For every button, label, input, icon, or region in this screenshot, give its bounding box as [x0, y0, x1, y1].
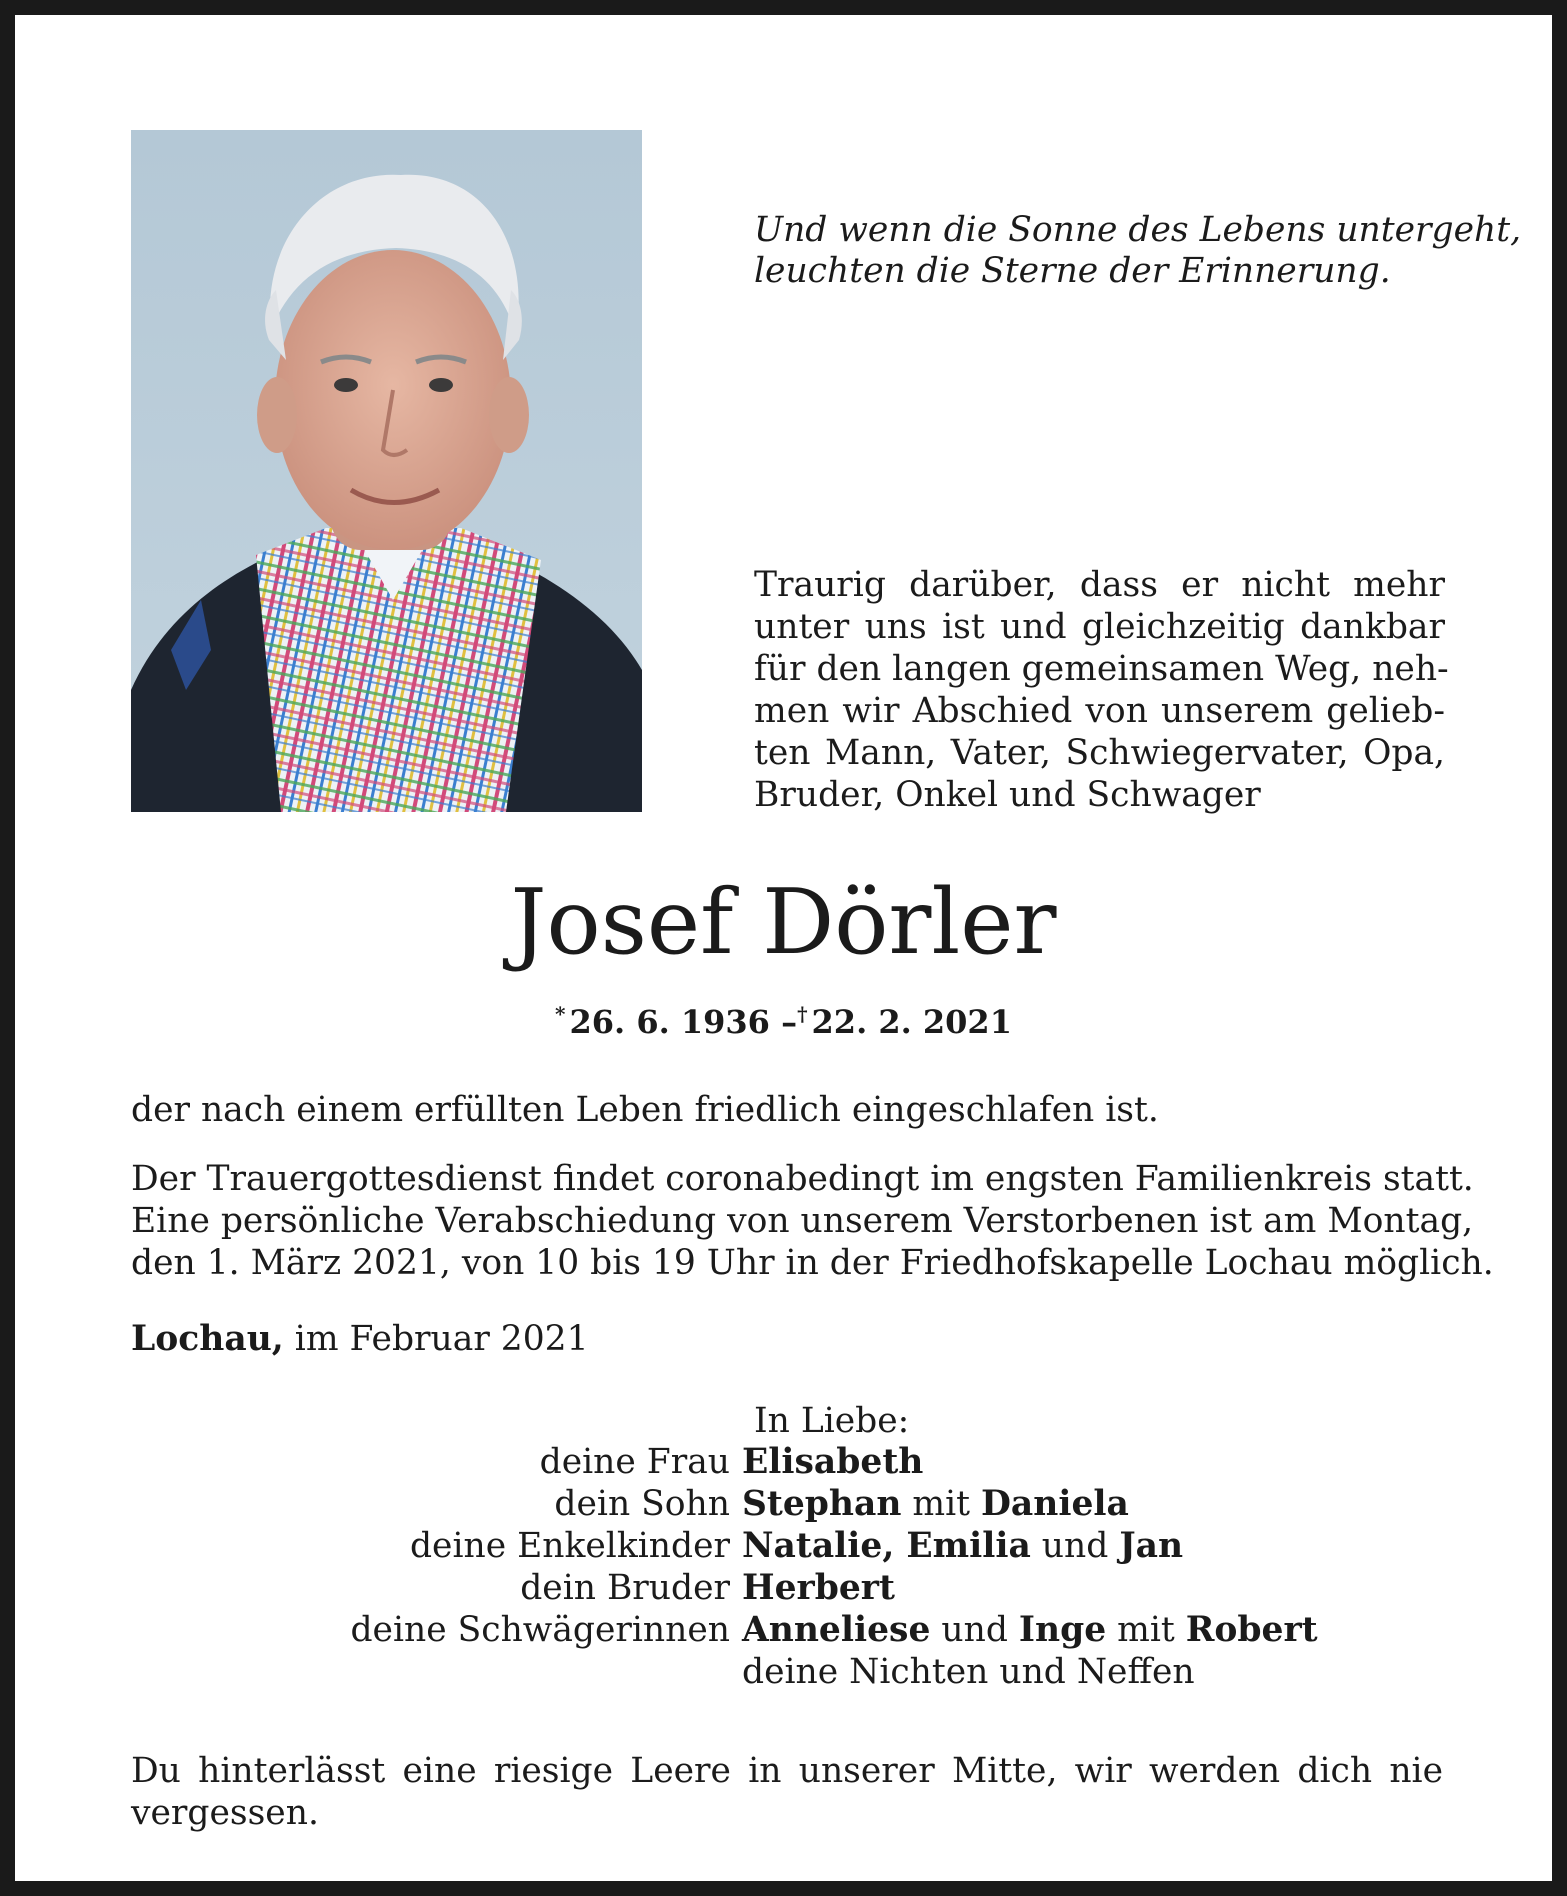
intro-line: ten Mann, Vater, Schwiegervater, Opa, [754, 733, 1445, 773]
farewell-paragraph [131, 1750, 1443, 1834]
mourner-join: mit [1106, 1610, 1186, 1650]
mourner-row [215, 1483, 1415, 1525]
in-love-label: In Liebe: [754, 1401, 910, 1441]
intro-line: für den langen gemeinsamen Weg, neh- [754, 649, 1449, 689]
mourner-row [215, 1525, 1415, 1567]
mourner-relation: deine Frau [539, 1442, 730, 1482]
service-line: Der Trauergottesdienst findet coronabedingt im engsten Familienkreis statt. [131, 1159, 1474, 1199]
place-town: Lochau, [131, 1319, 284, 1359]
intro-line: Traurig darüber, dass er nicht mehr [754, 565, 1445, 605]
mourner-name: Jan [1119, 1526, 1184, 1566]
mourner-relation: deine Enkelkinder [409, 1526, 730, 1566]
mourner-name: Herbert [742, 1568, 895, 1608]
date-separator: – [781, 1003, 798, 1041]
mourner-join: und [1030, 1526, 1120, 1566]
place-date-line [131, 1318, 1443, 1360]
mourner-join: mit [901, 1484, 981, 1524]
intro-paragraph [754, 564, 1449, 816]
service-paragraph [131, 1158, 1494, 1284]
mourners-list [215, 1441, 1415, 1693]
mourner-name: Robert [1185, 1610, 1318, 1650]
birth-symbol: * [555, 1002, 566, 1026]
quote-line: leuchten die Sterne der Erinnerung. [754, 251, 1391, 291]
mourner-name: Stephan [742, 1484, 902, 1524]
death-symbol: † [797, 1002, 808, 1026]
life-dates [15, 994, 1552, 1042]
birth-date: 26. 6. 1936 [569, 1003, 770, 1041]
closing-text: der nach einem erfüllten Leben friedlich eingeschlafen ist. [131, 1090, 1159, 1130]
service-line: den 1. März 2021, von 10 bis 19 Uhr in der Friedhofskapelle Lochau möglich. [131, 1243, 1494, 1283]
intro-line: men wir Abschied von unserem gelieb- [754, 691, 1445, 731]
mourner-name: Daniela [981, 1484, 1129, 1524]
mourner-relation: dein Sohn [554, 1484, 730, 1524]
place-date: im Februar 2021 [294, 1319, 589, 1359]
mourner-row [215, 1567, 1415, 1609]
obituary-page [15, 15, 1552, 1881]
farewell-line: Du hinterlässt eine riesige Leere in unserer Mitte, wir werden dich nie [131, 1751, 1443, 1791]
farewell-line: vergessen. [131, 1793, 319, 1833]
mourner-name: Anneliese [742, 1610, 931, 1650]
mourner-relation: dein Bruder [520, 1568, 730, 1608]
portrait-illustration [131, 130, 642, 812]
mourner-join: und [930, 1610, 1019, 1650]
quote-line: Und wenn die Sonne des Lebens untergeht, [754, 210, 1522, 250]
intro-line: Bruder, Onkel und Schwager [754, 775, 1261, 815]
mourner-row [215, 1651, 1415, 1693]
portrait-photo [131, 130, 642, 812]
mourner-plain: deine Nichten und Neffen [742, 1652, 1195, 1692]
mourner-row [215, 1609, 1415, 1651]
mourner-relation [215, 1651, 742, 1693]
mourner-relation: deine Schwägerinnen [350, 1610, 730, 1650]
memorial-quote [754, 210, 1522, 292]
mourner-row [215, 1441, 1415, 1483]
deceased-name: Josef Dörler [510, 870, 1057, 975]
death-date: 22. 2. 2021 [811, 1003, 1012, 1041]
intro-line: unter uns ist und gleichzeitig dankbar [754, 607, 1445, 647]
closing-line [131, 1089, 1443, 1131]
mourner-name: Natalie, Emilia [742, 1526, 1031, 1566]
mourner-name: Inge [1018, 1610, 1107, 1650]
mourner-name: Elisabeth [742, 1442, 924, 1482]
service-line: Eine persönliche Verabschiedung von unserem Verstorbenen ist am Montag, [131, 1201, 1474, 1241]
